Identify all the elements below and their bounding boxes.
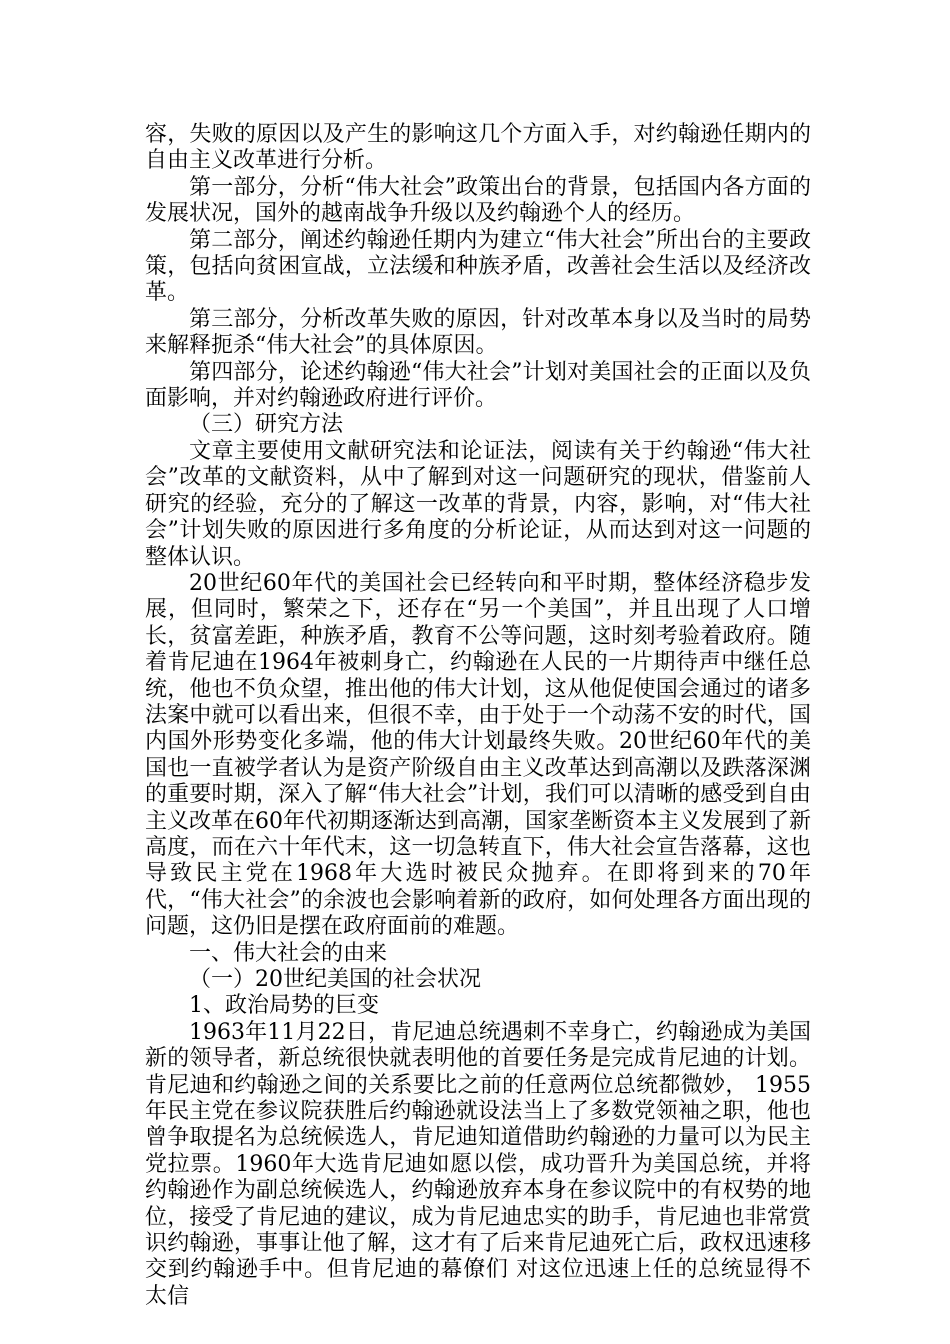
section-heading: （三）研究方法 xyxy=(189,412,344,438)
paragraph: 第四部分，论述约翰逊“伟大社会”计划对美国社会的正面以及负面影响，并对约翰逊政府进行评价。 xyxy=(145,359,811,412)
paragraph: 第三部分，分析改革失败的原因，针对改革本身以及当时的局势来解释扼杀“伟大社会”的具体原因。 xyxy=(145,306,811,359)
paragraph: 第一部分，分析“伟大社会”政策出台的背景，包括国内各方面的发展状况，国外的越南战争升级以及约翰逊个人的经历。 xyxy=(145,174,811,227)
paragraph: 1963年11月22日，肯尼迪总统遇刺不幸身亡，约翰逊成为美国新的领导者，新总统很快就表明他的首要任务是完成肯尼迪的计划。肯尼迪和约翰逊之间的关系要比之前的任意两位总统都微妙， 1955年民主党在参议院获胜后约翰逊就设法当上了多数党领袖之职，他也曾争取提名为总统候选人，肯尼迪知道借助约翰逊的力量可以为民主党拉票。1960年大选肯尼迪如愿以偿，成功晋升为美国总统，并将约翰逊作为副总统候选人，约翰逊放弃本身在参议院中的有权势的地位，接受了肯尼迪的建议，成为肯尼迪忠实的助手，肯尼迪也非常赏识约翰逊，事事让他了解，这才有了后来肯尼迪死亡后，政权迅速移交到约翰逊手中。但肯尼迪的幕僚们 对这位迅速上任的总统显得不太信 xyxy=(145,1019,811,1309)
section-heading: （一）20世纪美国的社会状况 xyxy=(189,967,481,992)
paragraph: 文章主要使用文献研究法和论证法，阅读有关于约翰逊“伟大社会”改革的文献资料，从中了解到对这一问题研究的现状，借鉴前人研究的经验，充分的了解这一改革的背景，内容，影响，对“伟大社会”计划失败的原因进行多角度的分析论证，从而达到对这一问题的整体认识。 xyxy=(145,438,811,570)
paragraph: 容，失败的原因以及产生的影响这几个方面入手，对约翰逊任期内的自由主义改革进行分析。 xyxy=(145,122,811,174)
document-body xyxy=(145,122,811,1310)
subsection-heading: 1、政治局势的巨变 xyxy=(189,993,379,1019)
paragraph: 第二部分，阐述约翰逊任期内为建立“伟大社会”所出台的主要政策，包括向贫困宣战，立法缓和种族矛盾，改善社会生活以及经济改革。 xyxy=(145,227,811,306)
paragraph: 20世纪60年代的美国社会已经转向和平时期，整体经济稳步发展，但同时，繁荣之下，还存在“另一个美国”，并且出现了人口增长，贫富差距，种族矛盾，教育不公等问题，这时刻考验着政府。随着肯尼迪在1964年被刺身亡，约翰逊在人民的一片期待声中继任总统，他也不负众望，推出他的伟大计划，这从他促使国会通过的诸多法案中就可以看出来，但很不幸，由于处于一个动荡不安的时代，国内国外形势变化多端，他的伟大计划最终失败。20世纪60年代的美国也一直被学者认为是资产阶级自由主义改革达到高潮以及跌落深渊的重要时期，深入了解“伟大社会”计划，我们可以清晰的感受到自由主义改革在60年代初期逐渐达到高潮，国家垄断资本主义发展到了新高度，而在六十年代末，这一切急转直下，伟大社会宣告落幕，这也导致民主党在1968年大选时被民众抛弃。在即将到来的70年代，“伟大社会”的余波也会影响着新的政府，如何处理各方面出现的问题，这仍旧是摆在政府面前的难题。 xyxy=(145,570,811,940)
chapter-heading: 一、伟大社会的由来 xyxy=(189,940,388,966)
